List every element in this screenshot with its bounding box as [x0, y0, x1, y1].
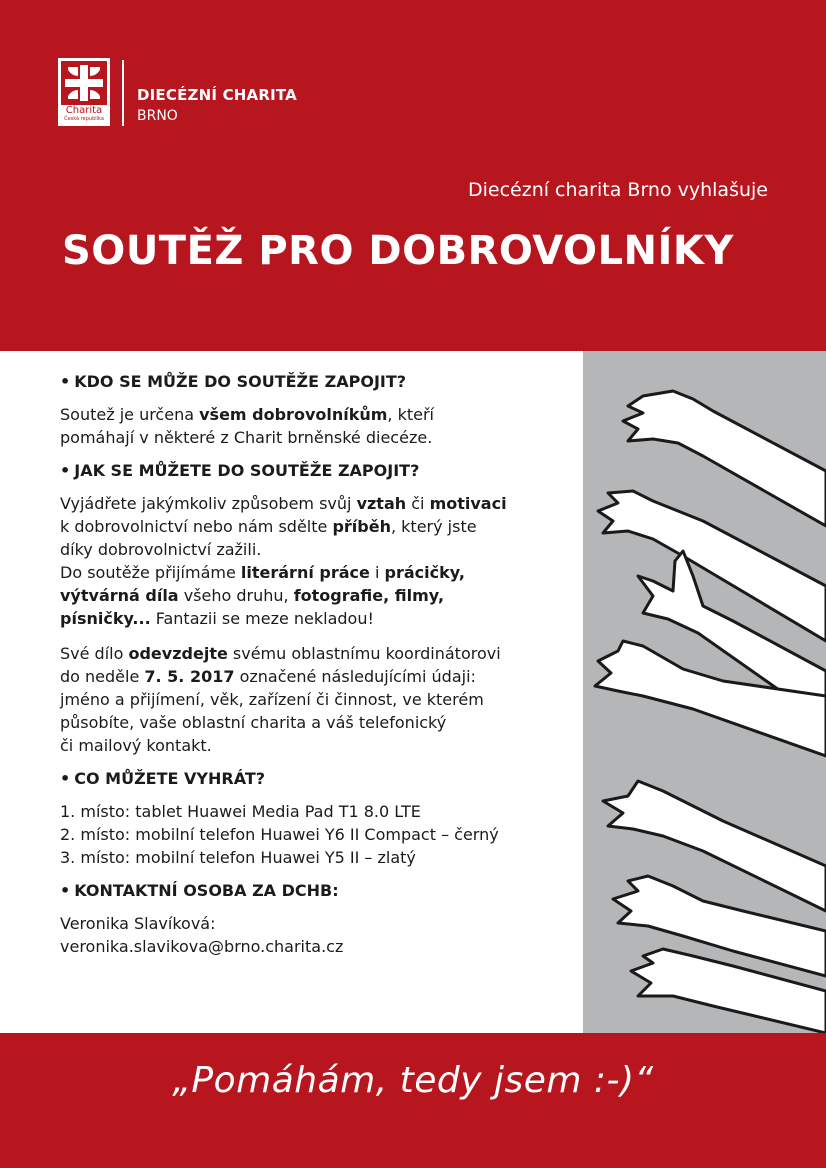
logo-subtext: Česká republika	[64, 116, 104, 122]
bullet: •	[60, 881, 71, 900]
section-title-how	[60, 461, 575, 480]
section-title-who	[60, 372, 575, 391]
hands-illustration	[583, 351, 826, 1033]
text: Fantazii se meze nekladou!	[150, 609, 374, 628]
prize-list	[60, 800, 575, 869]
bold-text: všem dobrovolníkům	[199, 405, 388, 424]
bold-text: výtvárná díla	[60, 586, 179, 605]
bold-text: vztah	[356, 494, 407, 513]
section-title-prizes	[60, 769, 575, 788]
header-band	[0, 0, 826, 351]
deadline-date: 7. 5. 2017	[144, 667, 235, 686]
bullet: •	[60, 372, 71, 391]
text: Své dílo	[60, 644, 129, 663]
text-line: díky dobrovolnictví zažili.	[60, 540, 262, 559]
paragraph-who	[60, 403, 575, 449]
org-name: DIECÉZNÍ CHARITA	[137, 86, 297, 104]
text: označené následujícími údaji:	[234, 667, 476, 686]
text-line: pomáhají v některé z Charit brněnské diecéze.	[60, 428, 433, 447]
text: Vyjádřete jakýmkoliv způsobem svůj	[60, 494, 357, 513]
prize-item: 1. místo: tablet Huawei Media Pad T1 8.0 LTE	[60, 802, 421, 821]
charita-cross-icon	[58, 58, 110, 106]
bold-text: prácičky,	[384, 563, 465, 582]
paragraph-how-1	[60, 492, 575, 630]
main-content	[60, 372, 575, 970]
bullet: •	[60, 461, 71, 480]
section-title-contact	[60, 881, 575, 900]
text-line: či mailový kontakt.	[60, 736, 212, 755]
bold-text: odevzdejte	[128, 644, 228, 663]
text: svému oblastnímu koordinátorovi	[227, 644, 501, 663]
bold-text: písničky...	[60, 609, 151, 628]
announcement: Diecézní charita Brno vyhlašuje	[467, 179, 768, 201]
prize-item: 2. místo: mobilní telefon Huawei Y6 II Compact – černý	[60, 825, 499, 844]
logo-divider	[122, 60, 124, 126]
text: k dobrovolnictví nebo nám sdělte	[60, 517, 333, 536]
bullet: •	[60, 769, 71, 788]
text: Do soutěže přijímáme	[60, 563, 241, 582]
org-city: BRNO	[137, 108, 178, 124]
text-line: jméno a přijímení, věk, zařízení či činnost, ve kterém	[60, 690, 484, 709]
text-line: působíte, vaše oblastní charita a váš telefonický	[60, 713, 447, 732]
section-title-text: KONTAKTNÍ OSOBA ZA DCHB:	[74, 881, 339, 900]
section-title-text: JAK SE MŮŽETE DO SOUTĚŽE ZAPOJIT?	[74, 461, 420, 480]
section-title-text: KDO SE MŮŽE DO SOUTĚŽE ZAPOJIT?	[74, 372, 407, 391]
text: , kteří	[387, 405, 434, 424]
bold-text: fotografie, filmy,	[293, 586, 445, 605]
prize-item: 3. místo: mobilní telefon Huawei Y5 II – zlatý	[60, 848, 416, 867]
bold-text: příběh	[332, 517, 391, 536]
contact-block	[60, 912, 575, 958]
page-title: SOUTĚŽ PRO DOBROVOLNÍKY	[62, 228, 734, 274]
reaching-hands-icon	[583, 351, 826, 1033]
contact-email[interactable]: veronika.slavikova@brno.charita.cz	[60, 937, 344, 956]
contact-name: Veronika Slavíková:	[60, 914, 216, 933]
logo-text: Charita	[65, 105, 103, 116]
bold-text: motivaci	[429, 494, 507, 513]
paragraph-how-2	[60, 642, 575, 757]
charita-logo	[58, 58, 110, 126]
section-title-text: CO MŮŽETE VYHRÁT?	[74, 769, 266, 788]
bold-text: literární práce	[240, 563, 370, 582]
text: i	[369, 563, 385, 582]
text: či	[406, 494, 430, 513]
text: všeho druhu,	[178, 586, 294, 605]
text: , který jste	[390, 517, 477, 536]
text: Soutež je určena	[60, 405, 200, 424]
text: do neděle	[60, 667, 145, 686]
slogan: „Pomáhám, tedy jsem :-)“	[172, 1060, 654, 1101]
